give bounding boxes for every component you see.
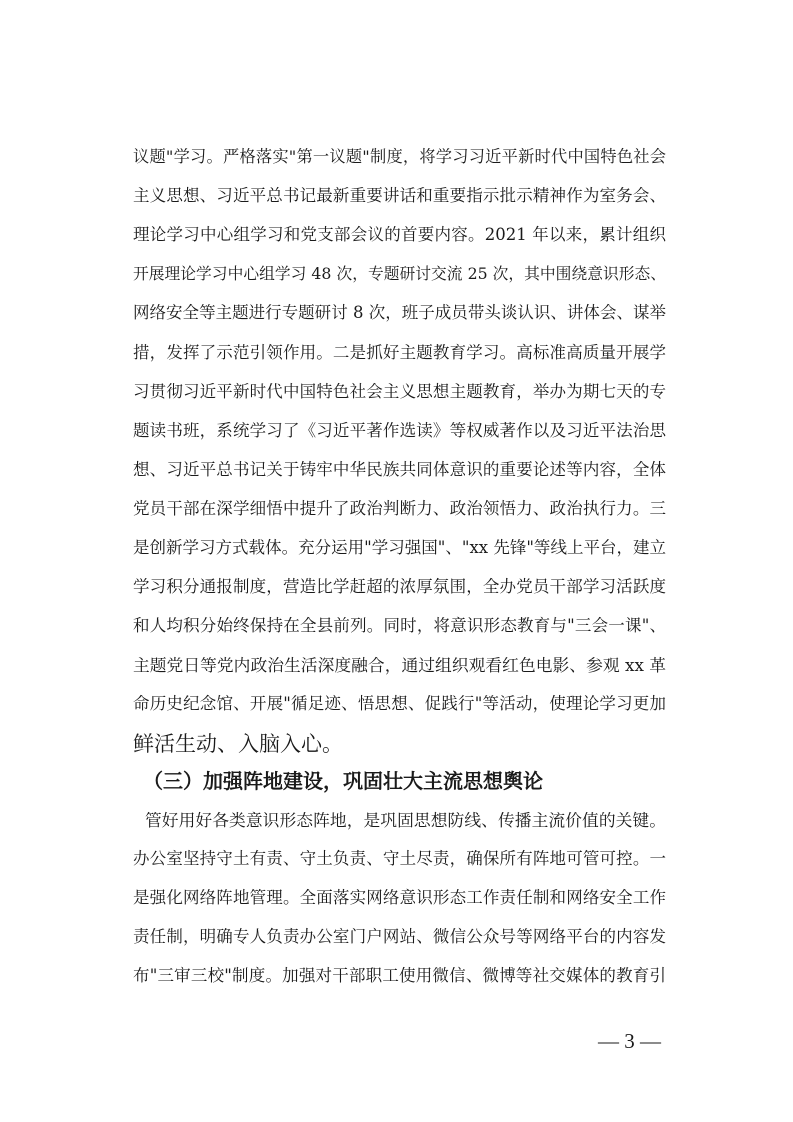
text-line: 布"三审三校"制度。加强对干部职工使用微信、微博等社交媒体的教育引: [133, 966, 666, 986]
text-line: 主义思想、习近平总书记最新重要讲话和重要指示批示精神作为室务会、: [133, 186, 666, 206]
text-line: 和人均积分始终保持在全县前列。同时，将意识形态教育与"三会一课"、: [133, 616, 666, 636]
text-line: 鲜活生动、入脑入心。: [133, 731, 343, 756]
text-line: 主题党日等党内政治生活深度融合，通过组织观看红色电影、参观 xx 革: [133, 655, 666, 676]
text-line: 是创新学习方式载体。充分运用"学习强国"、"xx 先锋"等线上平台，建立: [133, 538, 666, 557]
text-line: 责任制，明确专人负责办公室门户网站、微信公众号等网络平台的内容发: [133, 927, 666, 947]
text-line: 命历史纪念馆、开展"循足迹、悟思想、促践行"等活动，使理论学习更加: [133, 694, 666, 714]
text-line: 措，发挥了示范引领作用。二是抓好主题教育学习。高标准高质量开展学: [133, 342, 666, 362]
text-line: 习贯彻习近平新时代中国特色社会主义思想主题教育，举办为期七天的专: [133, 381, 666, 401]
text-line: 网络安全等主题进行专题研讨 8 次，班子成员带头谈认识、讲体会、谋举: [133, 303, 666, 323]
text-line: 是强化网络阵地管理。全面落实网络意识形态工作责任制和网络安全工作: [133, 888, 666, 908]
page-number: — 3 —: [598, 1029, 661, 1053]
text-line: 题读书班，系统学习了《习近平著作选读》等权威著作以及习近平法治思: [133, 420, 666, 440]
text-line: 党员干部在深学细悟中提升了政治判断力、政治领悟力、政治执行力。三: [133, 498, 666, 518]
text-line: 议题"学习。严格落实"第一议题"制度，将学习习近平新时代中国特色社会: [133, 147, 666, 166]
text-line: 理论学习中心组学习和党支部会议的首要内容。2021 年以来，累计组织: [133, 225, 666, 245]
text-line: 想、习近平总书记关于铸牢中华民族共同体意识的重要论述等内容，全体: [133, 459, 666, 479]
section-heading: （三）加强阵地建设，巩固壮大主流思想舆论: [143, 769, 543, 793]
text-line: 学习积分通报制度，营造比学赶超的浓厚氛围，全办党员干部学习活跃度: [133, 577, 666, 597]
text-line: 管好用好各类意识形态阵地，是巩固思想防线、传播主流价值的关键。: [145, 810, 666, 830]
text-line: 开展理论学习中心组学习 48 次，专题研讨交流 25 次，其中围绕意识形态、: [133, 264, 666, 284]
text-line: 办公室坚持守土有责、守土负责、守土尽责，确保所有阵地可管可控。一: [133, 849, 666, 869]
